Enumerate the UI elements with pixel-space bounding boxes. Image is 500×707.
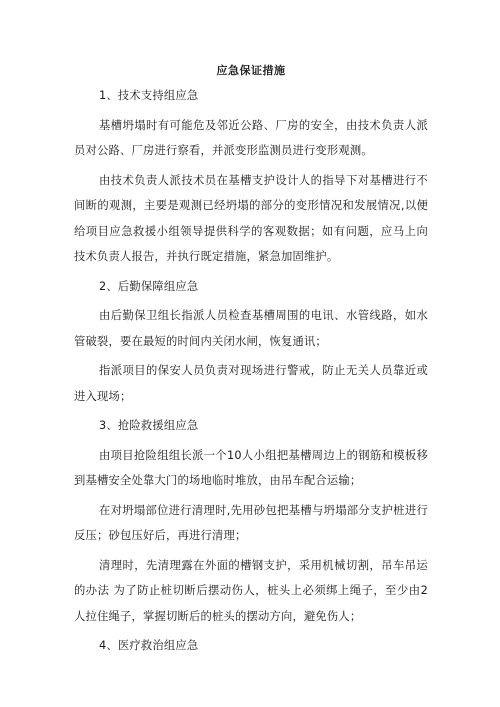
document-title: 应急保证措施 (216, 64, 286, 77)
section-3-paragraph-2: 在对坍塌部位进行清理时,先用砂包把基槽与坍塌部分支护桩进行反压；砂包压好后，再进行清理； (74, 503, 428, 542)
section-heading-1: 1、技术支持组应急 (99, 89, 199, 102)
section-3-paragraph-1: 由项目抢险组组长派一个10人小组把基槽周边上的钢筋和模板移到基槽安全处靠大门的场地临时堆放，由吊车配合运输； (74, 448, 428, 487)
section-1-paragraph-2: 由技术负责人派技术员在基槽支护设计人的指导下对基槽进行不间断的观测，主要是观测已经坍塌的部分的变形情况和发展情况,以便给项目应急救援小组领导提供科学的客观数据；如有问题，应马上向技术负责人报告，并执行既定措施，紧急加固维护。 (74, 173, 428, 263)
section-heading-3: 3、抢险救援组应急 (99, 419, 199, 432)
section-heading-2: 2、后勤保障组应急 (99, 279, 199, 293)
section-2-paragraph-1: 由后勤保卫组长指派人员检查基槽周围的电讯、水管线路，如水管破裂，要在最短的时间内关闭水闸，恢复通讯； (74, 309, 428, 348)
section-3-paragraph-3: 清理时，先清理露在外面的槽钢支护，采用机械切割，吊车吊运的办法 为了防止桩切断后摆动伤人，桩头上必须绑上绳子，至少由2人拉住绳子，掌握切断后的桩头的摆动方向，避免伤人； (74, 558, 428, 623)
section-2-paragraph-2: 指派项目的保安人员负责对现场进行警戒，防止无关人员靠近或进入现场； (74, 364, 428, 403)
section-1-paragraph-1: 基槽坍塌时有可能危及邻近公路、厂房的安全，由技术负责人派员对公路、厂房进行察看，并派变形监测员进行变形观测。 (74, 118, 428, 157)
section-heading-4: 4、医疗救治组应急 (99, 639, 199, 652)
